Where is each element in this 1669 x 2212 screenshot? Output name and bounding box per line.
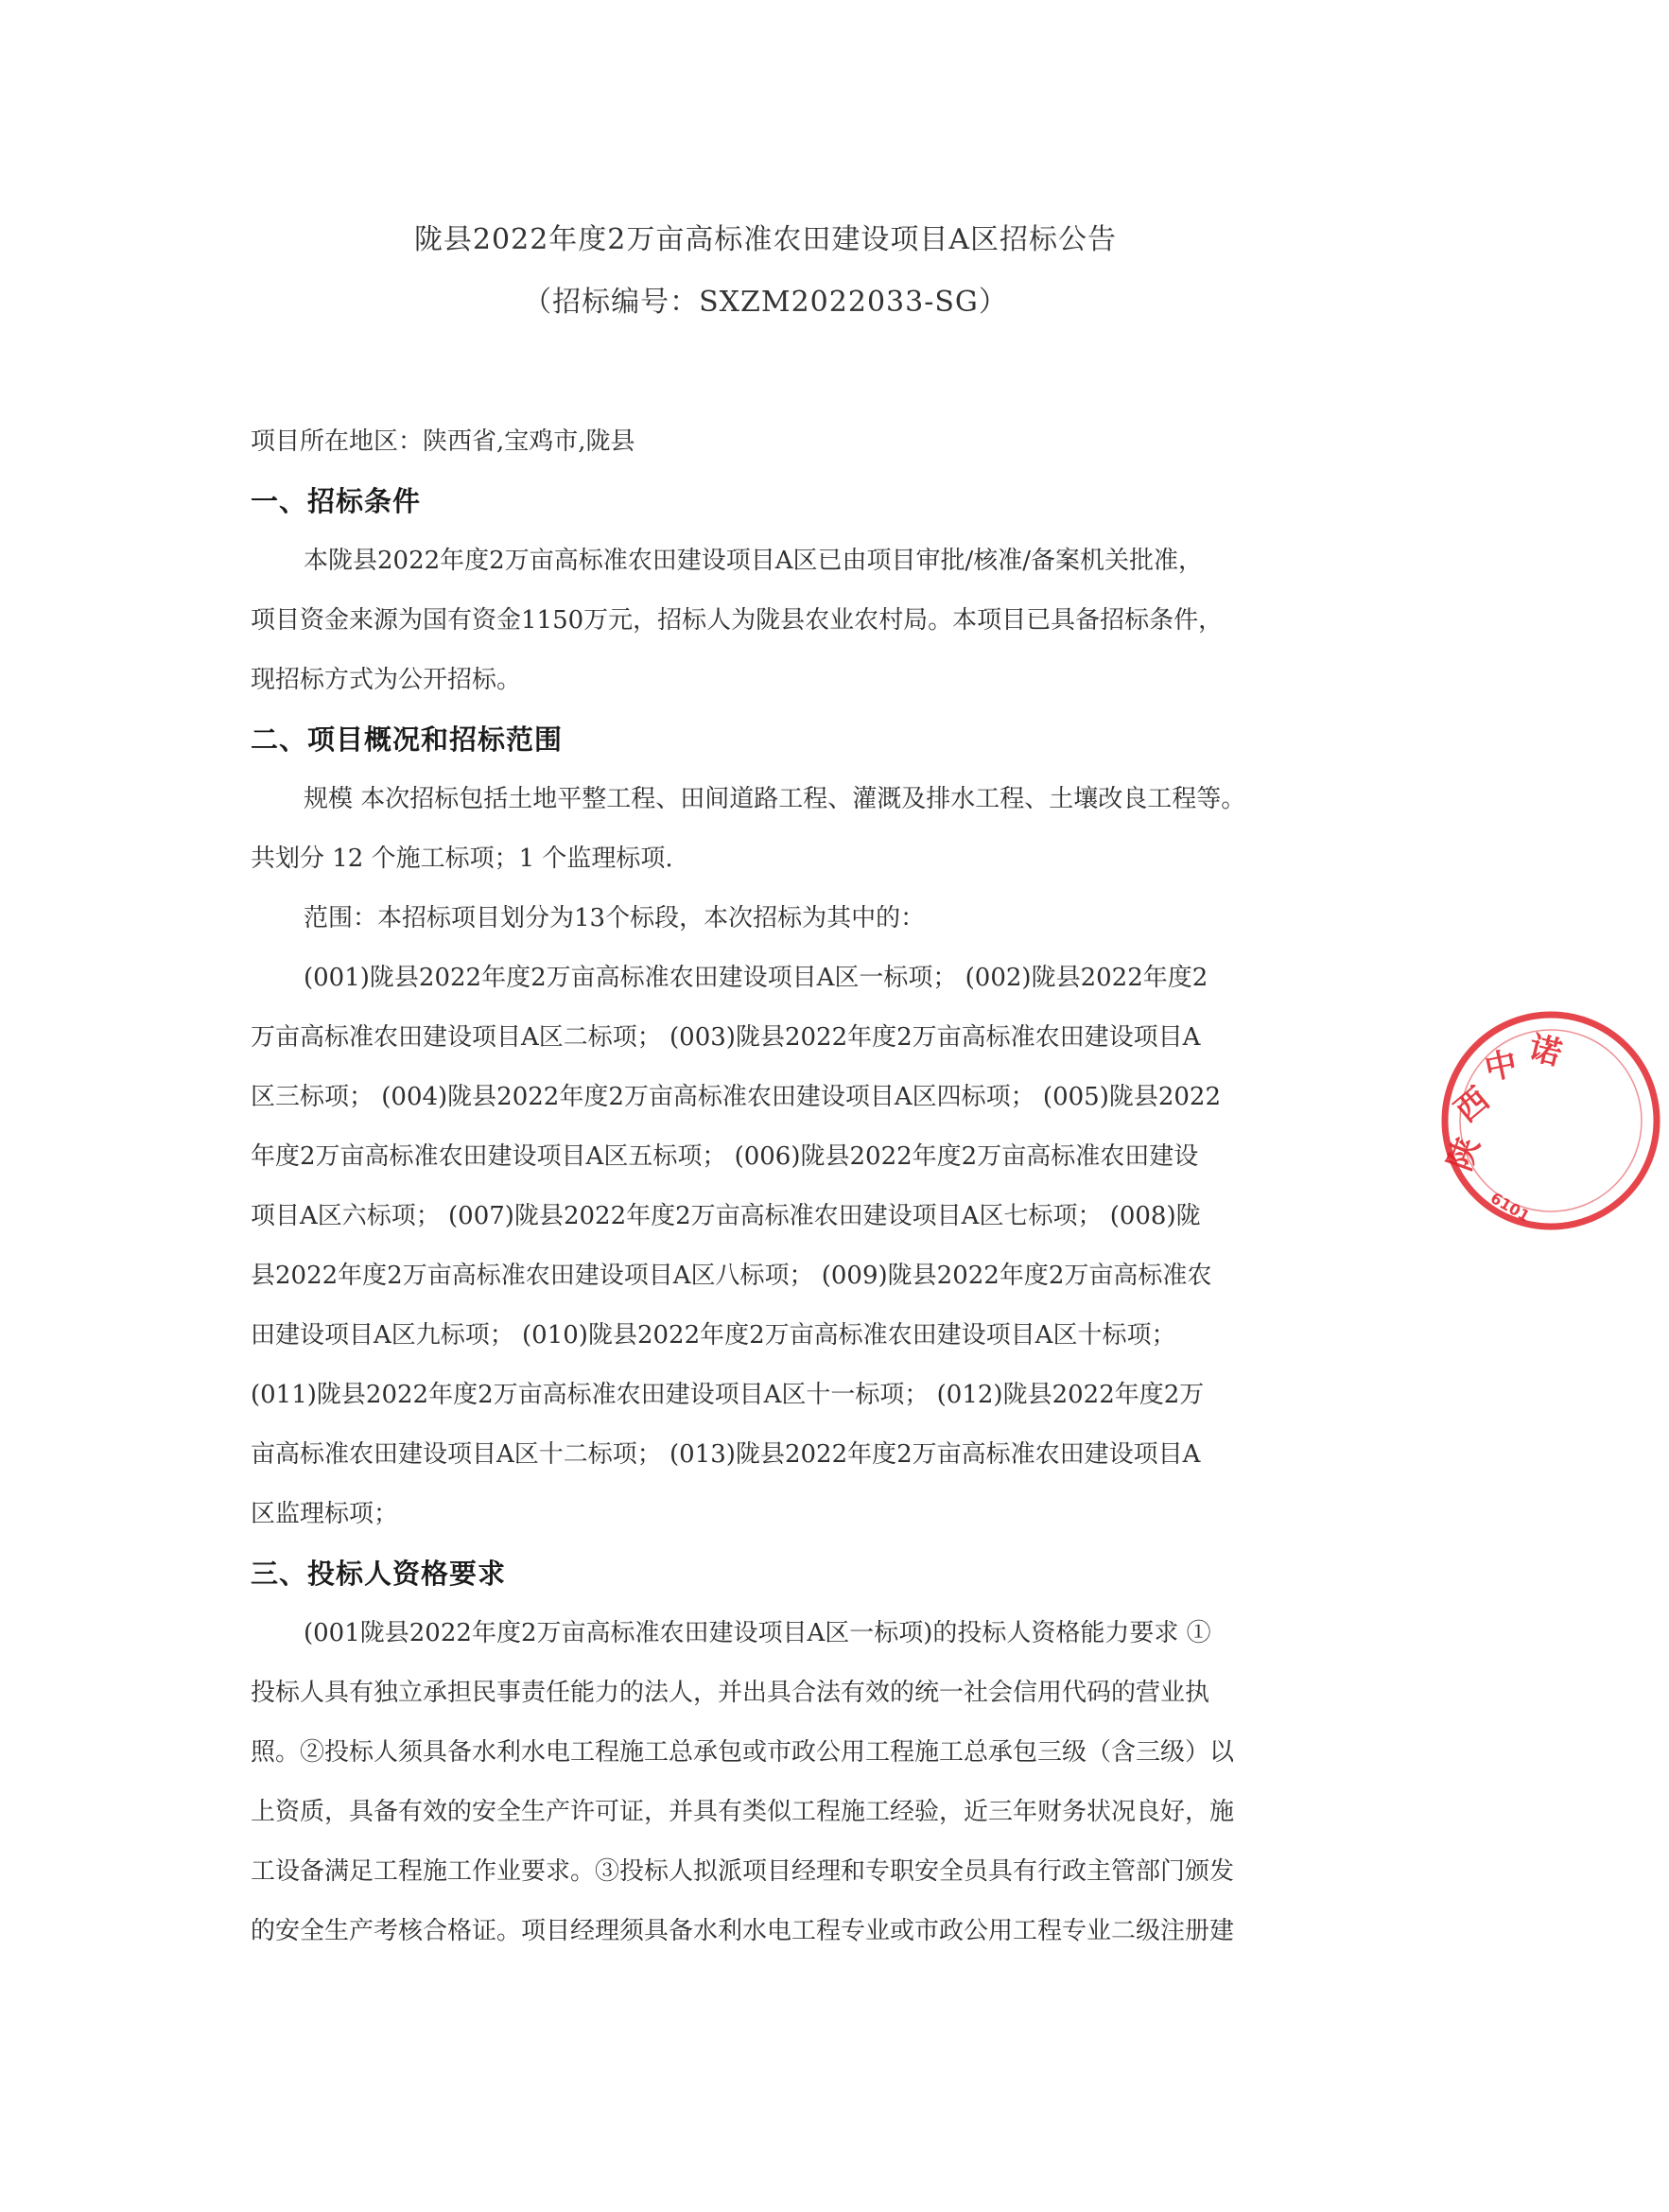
- section-heading: 三、投标人资格要求: [251, 1558, 507, 1590]
- paragraph-line: 现招标方式为公开招标。: [251, 666, 522, 694]
- paragraph-line: 上资质，具备有效的安全生产许可证，并具有类似工程施工经验，近三年财务状况良好，施: [251, 1798, 1235, 1826]
- paragraph-line: 区三标项； (004)陇县2022年度2万亩高标准农田建设项目A区四标项； (005)陇县2022: [251, 1083, 1222, 1111]
- document-title: 陇县2022年度2万亩高标准农田建设项目A区招标公告: [413, 223, 1118, 256]
- seal-char-2: 西: [1448, 1080, 1497, 1130]
- section-heading: 一、招标条件: [251, 485, 422, 517]
- paragraph-line: 共划分 12 个施工标项；1 个监理标项.: [251, 845, 673, 873]
- paragraph-line: 范围：本招标项目划分为13个标段，本次招标为其中的：: [304, 904, 926, 932]
- official-seal: [1433, 1002, 1669, 1239]
- paragraph-line: 年度2万亩高标准农田建设项目A区五标项； (006)陇县2022年度2万亩高标准农田建设: [251, 1142, 1199, 1171]
- seal-char-1: 陕: [1440, 1132, 1488, 1176]
- paragraph-line: (001陇县2022年度2万亩高标准农田建设项目A区一标项)的投标人资格能力要求 ①: [304, 1619, 1211, 1647]
- paragraph-line: 项目所在地区：陕西省,宝鸡市,陇县: [251, 427, 635, 456]
- paragraph-line: 的安全生产考核合格证。项目经理须具备水利水电工程专业或市政公用工程专业二级注册建: [251, 1917, 1235, 1945]
- paragraph-line: 工设备满足工程施工作业要求。③投标人拟派项目经理和专职安全员具有行政主管部门颁发: [251, 1857, 1235, 1886]
- tender-number: （招标编号：SXZM2022033-SG）: [523, 286, 1008, 319]
- paragraph-line: (011)陇县2022年度2万亩高标准农田建设项目A区十一标项； (012)陇县2022年度2万: [251, 1381, 1205, 1409]
- paragraph-line: 项目资金来源为国有资金1150万元，招标人为陇县农业农村局。本项目已具备招标条件，: [251, 606, 1224, 635]
- paragraph-line: 项目A区六标项； (007)陇县2022年度2万亩高标准农田建设项目A区七标项； (008)陇: [251, 1202, 1201, 1230]
- paragraph-line: 亩高标准农田建设项目A区十二标项； (013)陇县2022年度2万亩高标准农田建设项目A: [251, 1440, 1201, 1469]
- paragraph-line: 县2022年度2万亩高标准农田建设项目A区八标项； (009)陇县2022年度2万亩高标准农: [251, 1262, 1212, 1290]
- paragraph-line: 本陇县2022年度2万亩高标准农田建设项目A区已由项目审批/核准/备案机关批准，: [304, 547, 1204, 575]
- paragraph-line: 田建设项目A区九标项； (010)陇县2022年度2万亩高标准农田建设项目A区十标项；: [251, 1321, 1176, 1350]
- paragraph-line: 万亩高标准农田建设项目A区二标项； (003)陇县2022年度2万亩高标准农田建设项目A: [251, 1023, 1201, 1052]
- seal-char-3: 中: [1481, 1044, 1521, 1089]
- paragraph-line: 投标人具有独立承担民事责任能力的法人，并出具合法有效的统一社会信用代码的营业执: [251, 1679, 1210, 1707]
- paragraph-line: 区监理标项；: [251, 1500, 399, 1528]
- seal-char-4: 诺: [1524, 1028, 1566, 1073]
- section-heading: 二、项目概况和招标范围: [251, 723, 564, 756]
- document-body: [251, 412, 1291, 1961]
- paragraph-line: (001)陇县2022年度2万亩高标准农田建设项目A区一标项； (002)陇县2022年度2: [304, 964, 1208, 992]
- paragraph-line: 规模 本次招标包括土地平整工程、田间道路工程、灌溉及排水工程、土壤改良工程等。: [304, 785, 1246, 813]
- paragraph-line: 照。②投标人须具备水利水电工程施工总承包或市政公用工程施工总承包三级（含三级）以: [251, 1738, 1235, 1767]
- seal-number: 6101: [1487, 1189, 1534, 1226]
